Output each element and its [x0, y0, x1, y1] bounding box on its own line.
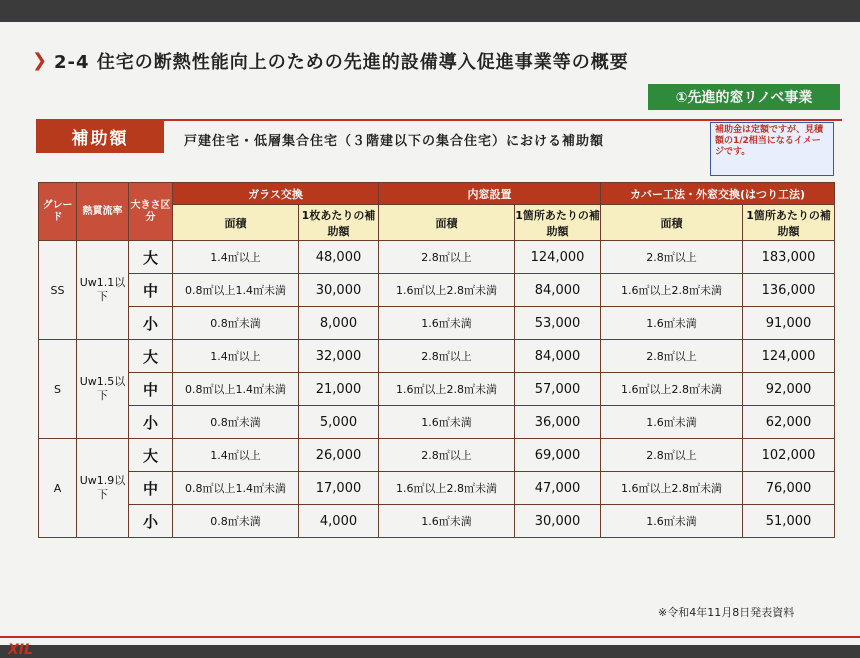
glass-amount-cell: 4,000	[299, 505, 379, 538]
glass-area-cell: 1.4㎡以上	[173, 241, 299, 274]
cover-area-cell: 1.6㎡以上2.8㎡未満	[601, 373, 743, 406]
subheader-glass-area: 面積	[173, 205, 299, 241]
cover-area-cell: 1.6㎡未満	[601, 505, 743, 538]
inner-amount-cell: 69,000	[515, 439, 601, 472]
size-cell: 大	[129, 340, 173, 373]
table-row	[39, 505, 835, 538]
inner-amount-cell: 84,000	[515, 274, 601, 307]
cover-area-cell: 2.8㎡以上	[601, 439, 743, 472]
cover-area-cell: 2.8㎡以上	[601, 340, 743, 373]
glass-amount-cell: 48,000	[299, 241, 379, 274]
grade-cell: SS	[39, 241, 77, 340]
size-cell: 大	[129, 439, 173, 472]
table-row	[39, 241, 835, 274]
size-cell: 中	[129, 472, 173, 505]
inner-area-cell: 1.6㎡未満	[379, 505, 515, 538]
table-row	[39, 274, 835, 307]
size-cell: 大	[129, 241, 173, 274]
inner-area-cell: 2.8㎡以上	[379, 340, 515, 373]
header-grade: グレード	[39, 183, 77, 241]
glass-amount-cell: 30,000	[299, 274, 379, 307]
cover-area-cell: 1.6㎡未満	[601, 307, 743, 340]
cover-area-cell: 2.8㎡以上	[601, 241, 743, 274]
glass-area-cell: 0.8㎡以上1.4㎡未満	[173, 274, 299, 307]
inner-amount-cell: 36,000	[515, 406, 601, 439]
size-cell: 小	[129, 505, 173, 538]
cover-area-cell: 1.6㎡以上2.8㎡未満	[601, 274, 743, 307]
subsidy-note: 補助金は定額ですが、見積額の1/2相当になるイメージです。	[710, 122, 834, 176]
cover-amount-cell: 124,000	[743, 340, 835, 373]
glass-area-cell: 0.8㎡以上1.4㎡未満	[173, 373, 299, 406]
inner-amount-cell: 53,000	[515, 307, 601, 340]
glass-amount-cell: 5,000	[299, 406, 379, 439]
cover-amount-cell: 102,000	[743, 439, 835, 472]
inner-area-cell: 2.8㎡以上	[379, 439, 515, 472]
header-glass: ガラス交換	[173, 183, 379, 205]
footer-divider	[0, 636, 860, 638]
subsidy-table	[38, 182, 835, 538]
inner-amount-cell: 57,000	[515, 373, 601, 406]
cover-amount-cell: 183,000	[743, 241, 835, 274]
inner-amount-cell: 30,000	[515, 505, 601, 538]
glass-area-cell: 0.8㎡未満	[173, 307, 299, 340]
cover-amount-cell: 76,000	[743, 472, 835, 505]
glass-area-cell: 1.4㎡以上	[173, 340, 299, 373]
grade-cell: S	[39, 340, 77, 439]
header-uw: 熱貫流率	[77, 183, 129, 241]
chevron-right-icon: ❯	[32, 50, 48, 71]
header-cover: カバー工法・外窓交換(はつり工法)	[601, 183, 835, 205]
page-title: 2-4 住宅の断熱性能向上のための先進的設備導入促進事業等の概要	[54, 52, 629, 73]
subheader-inner-area: 面積	[379, 205, 515, 241]
glass-area-cell: 0.8㎡未満	[173, 406, 299, 439]
size-cell: 小	[129, 406, 173, 439]
table-row	[39, 373, 835, 406]
source-note: ※令和4年11月8日発表資料	[658, 606, 795, 619]
table-row	[39, 439, 835, 472]
program-badge: ①先進的窓リノベ事業	[648, 84, 840, 110]
glass-amount-cell: 32,000	[299, 340, 379, 373]
glass-amount-cell: 17,000	[299, 472, 379, 505]
cover-amount-cell: 91,000	[743, 307, 835, 340]
cover-amount-cell: 62,000	[743, 406, 835, 439]
subheader-inner-amount: 1箇所あたりの補助額	[515, 205, 601, 241]
grade-cell: A	[39, 439, 77, 538]
inner-area-cell: 1.6㎡以上2.8㎡未満	[379, 472, 515, 505]
table-row	[39, 472, 835, 505]
subheader-cover-area: 面積	[601, 205, 743, 241]
header-inner: 内窓設置	[379, 183, 601, 205]
subheader-cover-amount: 1箇所あたりの補助額	[743, 205, 835, 241]
header-size: 大きさ区分	[129, 183, 173, 241]
uw-cell: Uw1.5以下	[77, 340, 129, 439]
inner-amount-cell: 47,000	[515, 472, 601, 505]
document-page	[0, 22, 860, 658]
inner-amount-cell: 84,000	[515, 340, 601, 373]
subheader-glass-amount: 1枚あたりの補助額	[299, 205, 379, 241]
table-row	[39, 340, 835, 373]
uw-cell: Uw1.1以下	[77, 241, 129, 340]
size-cell: 中	[129, 373, 173, 406]
cover-amount-cell: 136,000	[743, 274, 835, 307]
inner-area-cell: 1.6㎡以上2.8㎡未満	[379, 373, 515, 406]
section-subheading: 戸建住宅・低層集合住宅（３階建以下の集合住宅）における補助額	[184, 134, 605, 149]
table-row	[39, 307, 835, 340]
size-cell: 中	[129, 274, 173, 307]
inner-area-cell: 1.6㎡未満	[379, 406, 515, 439]
glass-area-cell: 0.8㎡未満	[173, 505, 299, 538]
cover-area-cell: 1.6㎡未満	[601, 406, 743, 439]
cover-amount-cell: 92,000	[743, 373, 835, 406]
glass-area-cell: 0.8㎡以上1.4㎡未満	[173, 472, 299, 505]
size-cell: 小	[129, 307, 173, 340]
brand-logo: XIL	[8, 642, 33, 658]
glass-amount-cell: 21,000	[299, 373, 379, 406]
inner-amount-cell: 124,000	[515, 241, 601, 274]
table-row	[39, 406, 835, 439]
section-tab: 補助額	[36, 119, 164, 153]
inner-area-cell: 2.8㎡以上	[379, 241, 515, 274]
cover-amount-cell: 51,000	[743, 505, 835, 538]
inner-area-cell: 1.6㎡未満	[379, 307, 515, 340]
glass-area-cell: 1.4㎡以上	[173, 439, 299, 472]
cover-area-cell: 1.6㎡以上2.8㎡未満	[601, 472, 743, 505]
inner-area-cell: 1.6㎡以上2.8㎡未満	[379, 274, 515, 307]
glass-amount-cell: 8,000	[299, 307, 379, 340]
glass-amount-cell: 26,000	[299, 439, 379, 472]
uw-cell: Uw1.9以下	[77, 439, 129, 538]
